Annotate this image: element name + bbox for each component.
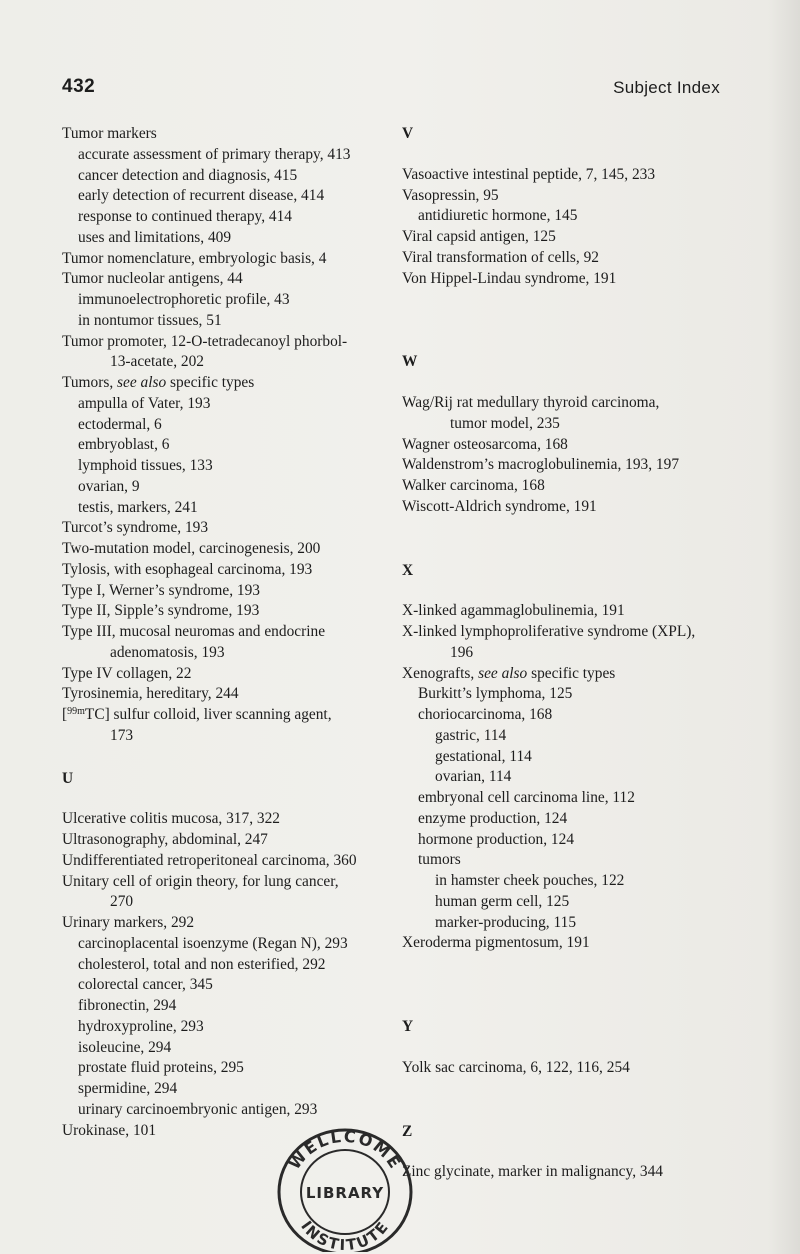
index-subentry: immunoelectrophoretic profile, 43 bbox=[78, 291, 290, 308]
index-entry: X-linked agammaglobulinemia, 191 bbox=[402, 602, 625, 620]
index-entry: Vasopressin, 95 bbox=[402, 186, 499, 204]
index-column-right bbox=[402, 124, 742, 1183]
entry-text: [ bbox=[62, 706, 68, 723]
index-subentry: uses and limitations, 409 bbox=[78, 228, 232, 246]
index-column-left bbox=[62, 124, 407, 1141]
isotope-superscript: 99m bbox=[67, 706, 85, 717]
index-subentry: early detection of recurrent disease, 414 bbox=[78, 187, 325, 205]
index-entry: Tumor nucleolar antigens, 44 bbox=[62, 270, 243, 288]
index-subentry: ectodermal, 6 bbox=[78, 415, 162, 433]
index-subentry: fibronectin, 294 bbox=[78, 997, 177, 1014]
entry-text: TC] sulfur colloid, liver scanning agent, bbox=[84, 706, 332, 723]
running-header: Subject Index bbox=[613, 78, 720, 97]
index-entry: Type IV collagen, 22 bbox=[62, 664, 192, 682]
index-subentry: embryonal cell carcinoma line, 112 bbox=[418, 789, 635, 806]
index-subentry: cancer detection and diagnosis, 415 bbox=[78, 166, 298, 184]
index-entry: Turcot’s syndrome, 193 bbox=[62, 519, 209, 537]
stamp-middle-text: LIBRARY bbox=[305, 1184, 385, 1202]
index-subentry: lymphoid tissues, 133 bbox=[78, 457, 213, 474]
index-entry: Type I, Werner’s syndrome, 193 bbox=[62, 581, 261, 599]
index-subentry: Burkitt’s lymphoma, 125 bbox=[418, 685, 573, 703]
entry-text: specific types bbox=[166, 374, 255, 391]
index-entry bbox=[62, 373, 407, 394]
index-entry: Wiscott-Aldrich syndrome, 191 bbox=[402, 497, 597, 515]
index-entry: Yolk sac carcinoma, 6, 122, 116, 254 bbox=[402, 1058, 630, 1076]
index-subentry: carcinoplacental isoenzyme (Regan N), 293 bbox=[78, 934, 348, 952]
index-subentry: in nontumor tissues, 51 bbox=[78, 311, 222, 329]
see-also-text: see also bbox=[117, 374, 167, 391]
index-entry: Unitary cell of origin theory, for lung cancer, bbox=[62, 872, 339, 890]
section-letter-y: Y bbox=[402, 1018, 414, 1035]
index-subsubentry: human germ cell, 125 bbox=[435, 892, 570, 910]
entry-text: Tumors, bbox=[62, 374, 118, 391]
section-letter-x: X bbox=[402, 561, 414, 579]
section-letter-z: Z bbox=[402, 1122, 413, 1140]
index-entry-continuation: 196 bbox=[450, 643, 474, 661]
index-entry: Tumor nomenclature, embryologic basis, 4 bbox=[62, 249, 327, 267]
index-entry: Tyrosinemia, hereditary, 244 bbox=[62, 685, 239, 703]
index-entry: Von Hippel-Lindau syndrome, 191 bbox=[402, 269, 617, 287]
section-letter-v: V bbox=[402, 125, 414, 142]
index-entry-continuation: 13-acetate, 202 bbox=[110, 353, 205, 371]
index-entry: Two-mutation model, carcinogenesis, 200 bbox=[62, 540, 321, 557]
index-subentry: enzyme production, 124 bbox=[418, 809, 568, 827]
index-entry: Viral capsid antigen, 125 bbox=[402, 228, 556, 245]
index-entry: Undifferentiated retroperitoneal carcinoma, 360 bbox=[62, 851, 357, 869]
index-subentry: antidiuretic hormone, 145 bbox=[418, 207, 578, 225]
index-entry: Waldenstrom’s macroglobulinemia, 193, 197 bbox=[402, 456, 680, 474]
index-subsubentry: ovarian, 114 bbox=[435, 768, 512, 786]
index-entry: Tumor promoter, 12-O-tetradecanoyl phorbol- bbox=[62, 332, 348, 350]
see-also-text: see also bbox=[478, 664, 528, 682]
index-entry: Vasoactive intestinal peptide, 7, 145, 233 bbox=[402, 165, 656, 183]
index-subentry: hydroxyproline, 293 bbox=[78, 1017, 204, 1035]
index-subentry: spermidine, 294 bbox=[78, 1080, 178, 1097]
index-subentry: accurate assessment of primary therapy, 413 bbox=[78, 145, 351, 163]
index-entry: Urokinase, 101 bbox=[62, 1121, 157, 1139]
index-entry: Ultrasonography, abdominal, 247 bbox=[62, 831, 268, 848]
page-number: 432 bbox=[62, 76, 96, 97]
index-entry: Walker carcinoma, 168 bbox=[402, 477, 545, 494]
stamp-bottom-text: INSTITUTE bbox=[297, 1217, 393, 1252]
index-subentry: response to continued therapy, 414 bbox=[78, 208, 292, 225]
index-entry: Ulcerative colitis mucosa, 317, 322 bbox=[62, 810, 280, 828]
index-entry: Wagner osteosarcoma, 168 bbox=[402, 435, 568, 453]
index-subsubentry: gastric, 114 bbox=[435, 726, 507, 744]
section-letter-u: U bbox=[62, 769, 74, 787]
index-subentry: cholesterol, total and non esterified, 292 bbox=[78, 955, 326, 973]
index-subentry: colorectal cancer, 345 bbox=[78, 976, 213, 994]
index-entry: X-linked lymphoproliferative syndrome (XPL), bbox=[402, 623, 696, 640]
index-entry: Viral transformation of cells, 92 bbox=[402, 248, 599, 266]
entry-text: specific types bbox=[527, 664, 616, 682]
index-entry-continuation: adenomatosis, 193 bbox=[110, 643, 225, 661]
index-subentry: embryoblast, 6 bbox=[78, 436, 170, 454]
index-entry: Tumor markers bbox=[62, 125, 157, 142]
index-subsubentry: in hamster cheek pouches, 122 bbox=[435, 872, 625, 889]
stamp-top-text: WELLCOME bbox=[284, 1126, 406, 1174]
index-entry bbox=[62, 705, 407, 726]
index-entry: Type II, Sipple’s syndrome, 193 bbox=[62, 602, 260, 620]
index-entry: Zinc glycinate, marker in malignancy, 344 bbox=[402, 1163, 663, 1181]
library-stamp bbox=[270, 1124, 420, 1252]
index-entry: Xeroderma pigmentosum, 191 bbox=[402, 934, 590, 952]
index-subentry: ovarian, 9 bbox=[78, 477, 140, 495]
index-subentry: isoleucine, 294 bbox=[78, 1038, 172, 1056]
index-entry-continuation: 270 bbox=[110, 893, 134, 911]
index-entry: Wag/Rij rat medullary thyroid carcinoma, bbox=[402, 394, 660, 411]
index-entry-continuation: 173 bbox=[110, 726, 134, 744]
index-subentry: choriocarcinoma, 168 bbox=[418, 706, 553, 723]
index-subentry: urinary carcinoembryonic antigen, 293 bbox=[78, 1100, 318, 1118]
section-letter-w: W bbox=[402, 353, 418, 371]
index-subentry: prostate fluid proteins, 295 bbox=[78, 1059, 244, 1077]
index-entry: Type III, mucosal neuromas and endocrine bbox=[62, 623, 326, 640]
index-entry: Tylosis, with esophageal carcinoma, 193 bbox=[62, 560, 313, 578]
entry-text: Xenografts, bbox=[402, 664, 479, 682]
index-subsubentry: marker-producing, 115 bbox=[435, 913, 577, 931]
index-subentry: hormone production, 124 bbox=[418, 830, 575, 848]
index-entry bbox=[402, 664, 742, 685]
index-subentry: tumors bbox=[418, 851, 461, 869]
index-entry-continuation: tumor model, 235 bbox=[450, 414, 560, 432]
index-subentry: ampulla of Vater, 193 bbox=[78, 394, 211, 412]
index-subentry: testis, markers, 241 bbox=[78, 498, 198, 516]
index-subsubentry: gestational, 114 bbox=[435, 747, 532, 765]
index-entry: Urinary markers, 292 bbox=[62, 914, 195, 931]
